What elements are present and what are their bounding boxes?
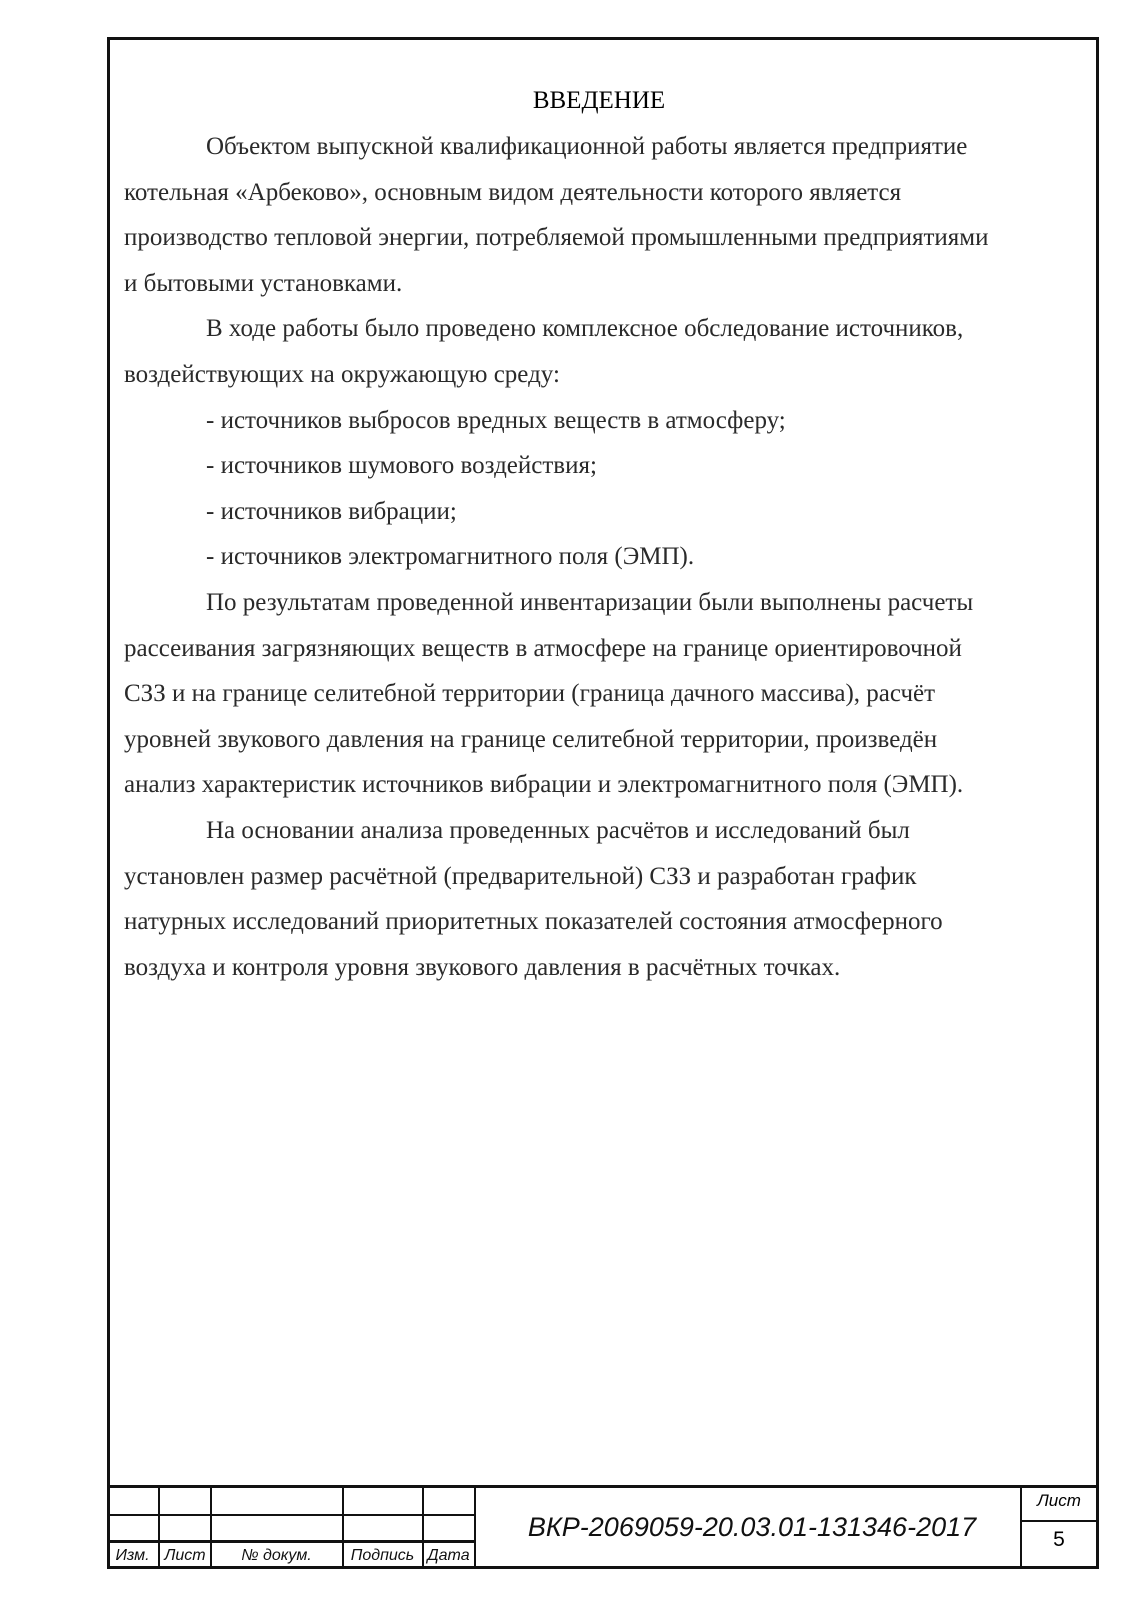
text-line: - источников электромагнитного поля (ЭМП). (206, 543, 695, 571)
signature-label: Подпись (350, 1547, 415, 1564)
text-line: натурных исследований приоритетных показателей состояния атмосферного (124, 908, 943, 936)
sheet-number: 5 (1053, 1528, 1065, 1551)
text-line: анализ характеристик источников вибрации и электромагнитного поля (ЭМП). (124, 771, 964, 799)
page-title: ВВЕДЕНИЕ (532, 87, 666, 114)
text-line: котельная «Арбеково», основным видом деятельности которого является (124, 178, 902, 206)
stamp-divider (474, 1488, 476, 1569)
text-line: На основании анализа проведенных расчётов и исследований был (206, 816, 910, 844)
text-line: - источников шумового воздействия; (206, 452, 597, 480)
body-text (124, 124, 1074, 990)
text-line: В ходе работы было проведено комплексное обследование источников, (206, 315, 964, 343)
text-line: По результатам проведенной инвентаризации были выполнены расчеты (206, 588, 974, 616)
stamp-row-line (1020, 1520, 1099, 1522)
doc-number-label: № докум. (241, 1547, 312, 1564)
document-body (124, 78, 1074, 990)
document-code: ВКР-2069059-20.03.01-131346-2017 (527, 1512, 977, 1542)
text-line: установлен размер расчётной (предварительной) СЗЗ и разработан график (124, 862, 917, 890)
date-label: Дата (427, 1547, 470, 1564)
text-line: уровней звукового давления на границе селитебной территории, произведён (124, 725, 938, 753)
text-line: - источников вибрации; (206, 497, 457, 525)
text-line: рассеивания загрязняющих веществ в атмосфере на границе ориентировочной (124, 634, 962, 662)
text-line: воздействующих на окружающую среду: (124, 360, 560, 388)
list-label: Лист (164, 1547, 206, 1564)
text-line: и бытовыми установками. (124, 269, 403, 297)
text-line: производство тепловой энергии, потребляемой промышленными предприятиями (124, 224, 989, 252)
text-line: - источников выбросов вредных веществ в атмосферу; (206, 406, 786, 434)
text-line: СЗЗ и на границе селитебной территории (граница дачного массива), расчёт (124, 680, 936, 708)
izm-label: Изм. (115, 1547, 150, 1564)
stamp-row-line (107, 1540, 476, 1543)
text-line: Объектом выпускной квалификационной работы является предприятие (206, 133, 968, 160)
sheet-label: Лист (1037, 1491, 1081, 1510)
stamp-row-line (107, 1514, 476, 1516)
text-line: воздуха и контроля уровня звукового давления в расчётных точках. (124, 953, 841, 981)
title-block (107, 1485, 1099, 1569)
